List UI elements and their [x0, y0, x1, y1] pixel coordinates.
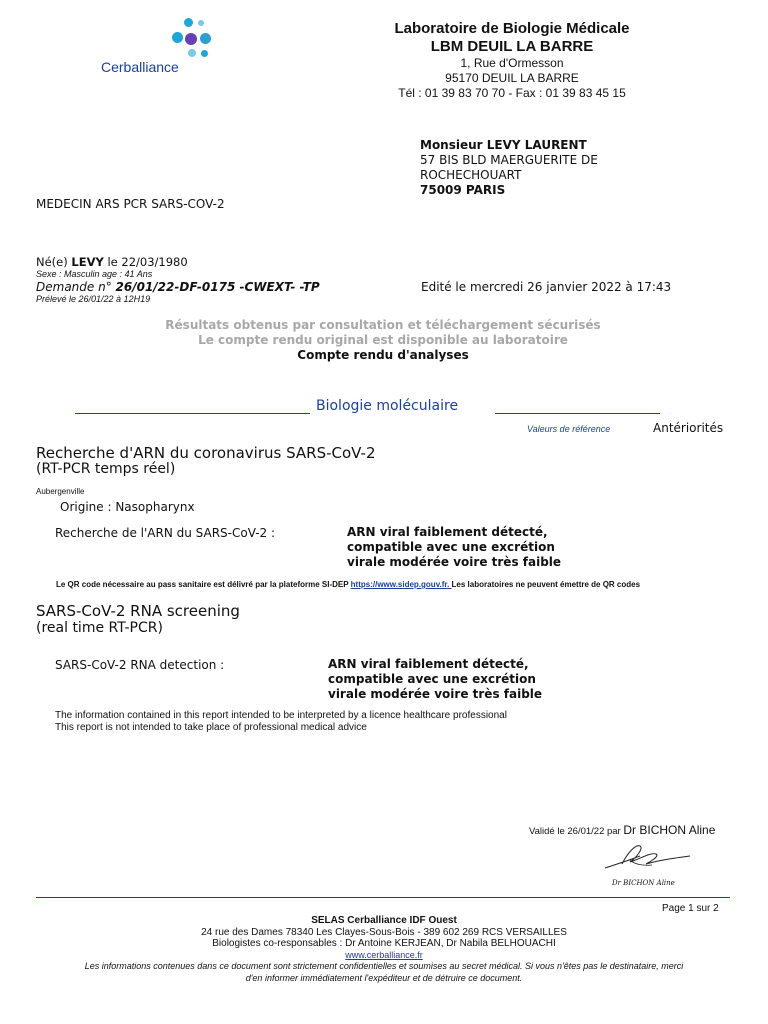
reference-values-label: Valeurs de référence [527, 424, 611, 434]
confidential-line1: Les informations contenues dans ce document sont strictement confidentielles et soumises au secret médical. Si vous n'êtes pas le destinataire, merci [84, 961, 684, 972]
fr-test-origin: Origine : Nasopharynx [60, 500, 195, 514]
demande-line: Demande n° 26/01/22-DF-0175 -CWEXT- -TP [36, 280, 320, 294]
section-rule-right [495, 413, 660, 414]
report-title: Compte rendu d'analyses [297, 348, 469, 362]
en-test-subtitle: (real time RT-PCR) [36, 620, 163, 636]
patient-address-line1: 57 BIS BLD MAERGUERITE DE [420, 153, 598, 167]
signature-icon [600, 838, 695, 878]
validator-name: Dr BICHON Aline [623, 823, 716, 837]
en-test-title: SARS-CoV-2 RNA screening [36, 602, 240, 620]
doctor: MEDECIN ARS PCR SARS-COV-2 [36, 197, 225, 211]
logo-text: Cerballiance [101, 59, 179, 75]
sidep-link[interactable]: https://www.sidep.gouv.fr. [350, 580, 452, 589]
fr-test-place: Aubergenville [36, 487, 85, 496]
en-test-info: The information contained in this report intended to be interpreted by a licence healthcare professional This report is not intended to take place of professional medical advice [55, 710, 507, 733]
fr-test-subtitle: (RT-PCR temps réel) [36, 461, 176, 477]
validation: Validé le 26/01/22 par Dr BICHON Aline [529, 823, 716, 837]
qr-note: Le QR code nécessaire au pass sanitaire est délivré par la plateforme SI-DEP https://www.sidep.gouv.fr. Les laboratoires ne peuvent émettre de QR codes [56, 580, 641, 589]
footer [0, 915, 768, 985]
lab-phone: Tél : 01 39 83 70 70 - Fax : 01 39 83 45 15 [398, 86, 626, 100]
footer-company: SELAS Cerballiance IDF Ouest [311, 915, 457, 926]
lab-name: LBM DEUIL LA BARRE [430, 38, 594, 55]
website-link[interactable]: www.cerballiance.fr [345, 949, 423, 960]
footer-biologists: Biologistes co-responsables : Dr Antoine KERJEAN, Dr Nabila BELHOUACHI [212, 938, 556, 950]
preleve-date: Prélevé le 26/01/22 à 12H19 [36, 294, 151, 304]
page-number: Page 1 sur 2 [662, 903, 719, 914]
fr-test-title: Recherche d'ARN du coronavirus SARS-CoV-2 [36, 444, 376, 462]
fr-test-result: ARN viral faiblement détecté, compatible avec une excrétion virale modérée voire très faible [347, 525, 562, 569]
demande-number: 26/01/22-DF-0175 -CWEXT- -TP [115, 280, 320, 294]
confidential-line2: d'en informer immédiatement l'expéditeur et de détruire ce document. [245, 972, 523, 983]
en-test-label: SARS-CoV-2 RNA detection : [55, 658, 225, 672]
lab-title: Laboratoire de Biologie Médicale [394, 20, 630, 37]
notice-line1: Résultats obtenus par consultation et téléchargement sécurisés [165, 318, 601, 332]
lab-header [352, 20, 672, 101]
patient-address [420, 138, 598, 198]
sex-age: Sexe : Masculin age : 41 Ans [36, 269, 153, 279]
patient-address-line3: 75009 PARIS [420, 183, 506, 197]
footer-rule [36, 897, 730, 898]
lab-city: 95170 DEUIL LA BARRE [445, 71, 579, 85]
history-label: Antériorités [653, 421, 724, 435]
birth-name: LEVY [71, 255, 104, 269]
logo [95, 18, 215, 80]
section-title: Biologie moléculaire [316, 398, 459, 414]
patient-address-line2: ROCHECHOUART [420, 168, 522, 182]
notice [100, 318, 666, 363]
en-test-result: ARN viral faiblement détecté, compatible avec une excrétion virale modérée voire très faible [328, 657, 543, 701]
footer-address: 24 rue des Dames 78340 Les Clayes-Sous-Bois - 389 602 269 RCS VERSAILLES [201, 926, 567, 938]
lab-street: 1, Rue d'Ormesson [460, 56, 564, 70]
edited-date: Edité le mercredi 26 janvier 2022 à 17:43 [421, 280, 672, 294]
notice-line2: Le compte rendu original est disponible au laboratoire [198, 333, 568, 347]
signature-caption: Dr BICHON Aline [612, 879, 675, 887]
birth-line: Né(e) LEVY le 22/03/1980 [36, 255, 188, 269]
section-rule-left [75, 413, 310, 414]
patient-name: Monsieur LEVY LAURENT [420, 138, 587, 152]
fr-test-label: Recherche de l'ARN du SARS-CoV-2 : [55, 526, 276, 540]
